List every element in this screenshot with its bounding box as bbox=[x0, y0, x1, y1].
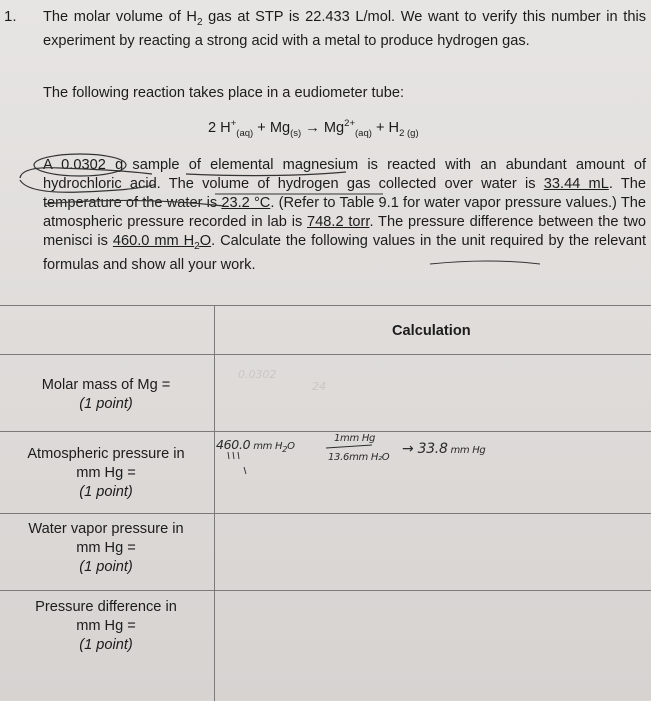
question-intro: The molar volume of $H_2$ gas at STP is 22.433 L/mol. We want to verify this number in this experiment by reacting a strong acid with a metal to produce hydrogen gas. bbox=[43, 9, 646, 49]
question-number: 1. bbox=[4, 8, 17, 25]
calculation-table bbox=[0, 305, 651, 701]
row-water-vapor-label: Water vapor pressure in mm Hg = (1 point) bbox=[28, 521, 184, 575]
row-divider bbox=[0, 354, 651, 355]
calculation-header: Calculation bbox=[392, 323, 471, 339]
row-divider bbox=[0, 590, 651, 591]
handwritten-work-value: 460.0 mm $H_2O$ bbox=[216, 437, 295, 454]
column-divider bbox=[214, 306, 215, 701]
row-divider bbox=[0, 513, 651, 514]
row-divider bbox=[0, 431, 651, 432]
handwritten-fraction-top: 1mm Hg bbox=[334, 433, 376, 444]
problem-body: A 0.0302 g sample of elemental magnesium is reacted with an abundant amount of hydrochloric acid. The volume of hydrogen gas collected over water is 33.44 mL. The temperature of the water is 23.2 °C. (Refer to Table 9.1 for water vapor pressure values.) The atmospheric pressure recorded in lab is 748.2 torr. The pressure difference between the two menisci is 460.0 mm $H_2O$. Calculate the following values in the unit required by the relevant formulas and show all your work. bbox=[43, 157, 646, 273]
faint-bleed-text: 24 bbox=[312, 380, 326, 393]
handwritten-fraction-bottom: 13.6mm H₂O bbox=[328, 452, 390, 463]
reaction-lead: The following reaction takes place in a eudiometer tube: bbox=[43, 85, 405, 101]
row-atmospheric-pressure-label: Atmospheric pressure in mm Hg = (1 point) bbox=[27, 446, 185, 500]
row-pressure-difference-label: Pressure difference in mm Hg = (1 point) bbox=[35, 599, 177, 653]
handwritten-result: → 33.8 mm Hg bbox=[402, 441, 486, 457]
row-molar-mass-label: Molar mass of Mg = (1 point) bbox=[41, 377, 171, 412]
faint-bleed-text: 0.0302 bbox=[238, 368, 277, 381]
chemical-equation: 2 $H^+_{(aq)} + Mg_{(s)} \to Mg^{2+}_{(aq)} + H_{2 (g)}$ bbox=[208, 118, 419, 139]
